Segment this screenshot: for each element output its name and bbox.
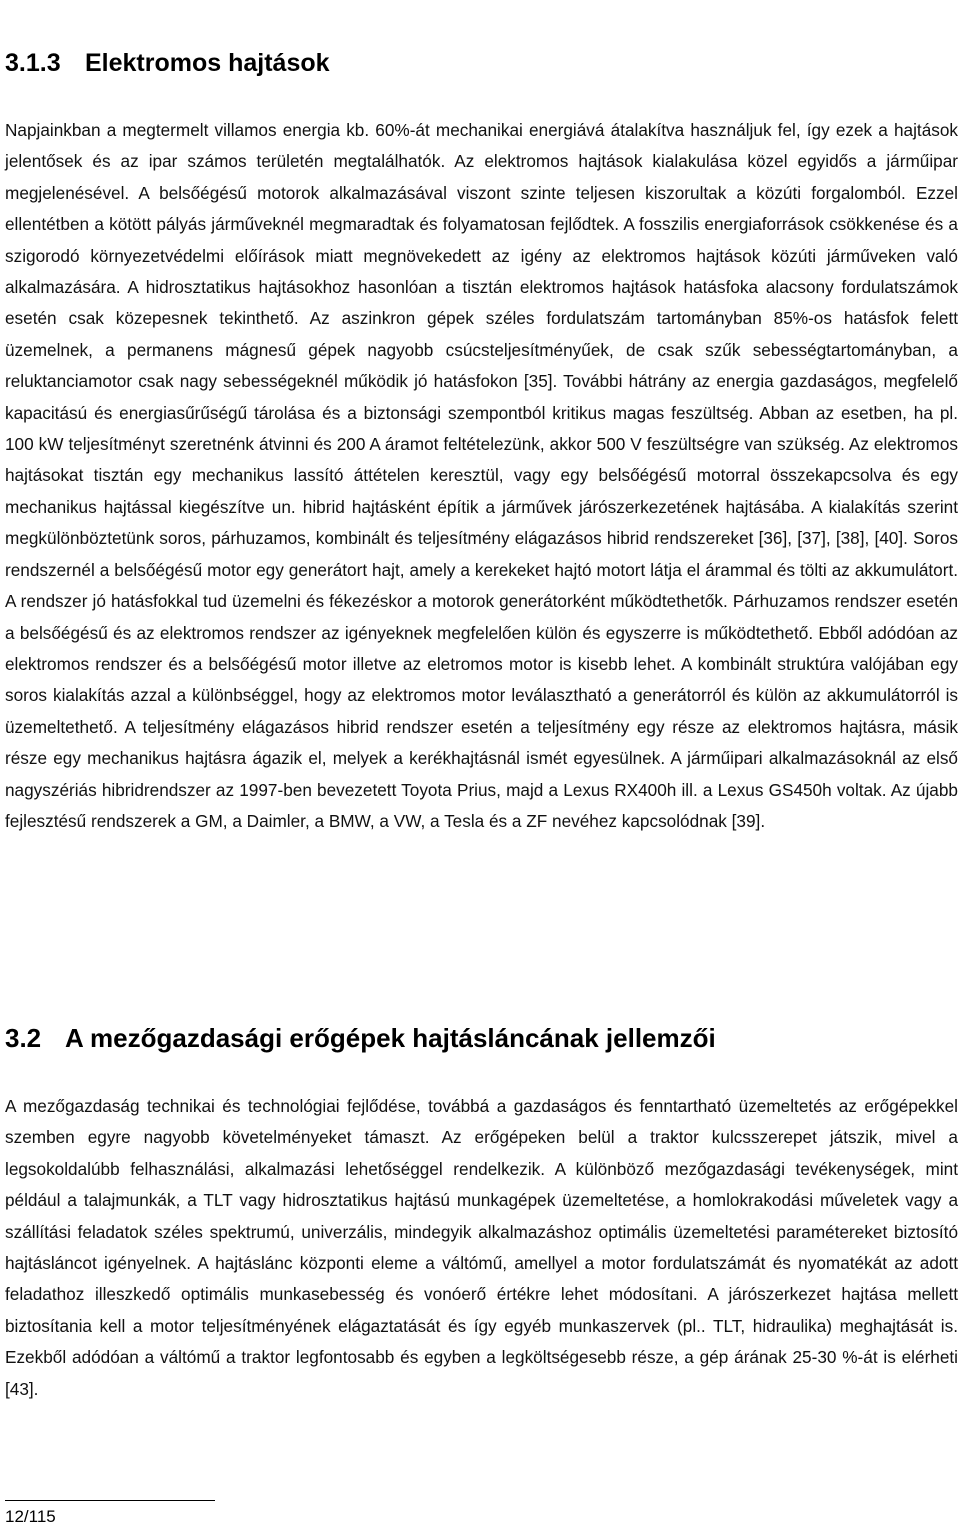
section-title: Elektromos hajtások	[85, 49, 330, 77]
section-title: A mezőgazdasági erőgépek hajtásláncának jellemzői	[65, 1023, 716, 1053]
footer-divider	[5, 1500, 215, 1501]
section-number: 3.1.3	[5, 49, 61, 77]
section-heading-3-2	[5, 1023, 716, 1054]
section-heading-3-1-3	[5, 49, 330, 78]
page-number: 12/115	[5, 1507, 56, 1526]
section-number: 3.2	[5, 1023, 42, 1053]
body-paragraph-electric-drives: Napjainkban a megtermelt villamos energia kb. 60%-át mechanikai energiává átalakítva használjuk fel, így ezek a hajtások jelentősek és az ipar számos területén megtalálhatók. Az elektromos hajtások kialakulása közel egyidős a járműipar megjelenésével. A belsőégésű motorok alkalmazásával viszont szinte teljesen kiszorultak a közúti forgalomból. Ezzel ellentétben a kötött pályás járműveknél megmaradtak és folyamatosan fejlődtek. A fosszilis energiaforrások csökkenése és a szigorodó környezetvédelmi előírások miatt megnövekedett az igény az elektromos hajtások közúti járműveken való alkalmazására. A hidrosztatikus hajtásokhoz hasonlóan a tisztán elektromos hajtások hatásfoka alacsony fordulatszámok esetén csak közepesnek tekinthető. Az aszinkron gépek széles fordulatszám tartományban 85%-os hatásfok felett üzemelnek, a permanens mágnesű gépek nagyobb csúcsteljesítményűek, de csak szűk sebességtartományban, a reluktanciamotor csak nagy sebességeknél működik jó hatásfokon [35]. További hátrány az energia gazdaságos, megfelelő kapacitású és energiasűrűségű tárolása és a biztonsági szempontból kritikus magas feszültség. Abban az esetben, ha pl. 100 kW teljesítményt szeretnénk átvinni és 200 A áramot feltételezünk, akkor 500 V feszültségre van szükség. Az elektromos hajtásokat tisztán egy mechanikus lassító áttételen keresztül, vagy egy belsőégésű motorral összekapcsolva és egy mechanikus hajtással kiegészítve un. hibrid hajtásként építik a járművek járószerkezetének hajtásába. A kialakítás szerint megkülönböztetünk soros, párhuzamos, kombinált és teljesítmény elágazásos hibrid rendszereket [36], [37], [38], [40]. Soros rendszernél a belsőégésű motor egy generátort hajt, amely a kerekeket hajtó motort látja el árammal és tölti az akkumulátort. A rendszer jó hatásfokkal tud üzemelni és fékezéskor a motorok generátorként működtethetők. Párhuzamos rendszer esetén a belsőégésű és az elektromos rendszer az igényeknek megfelelően külön és egyszerre is működtethető. Ebből adódóan az elektromos rendszer és a belsőégésű motor illetve az eletromos motor is kisebb lehet. A kombinált struktúra valójában egy soros kialakítás azzal a különbséggel, hogy az elektromos motor leválasztható a generátorról és külön az akkumulátorról is üzemeltethető. A teljesítmény elágazásos hibrid rendszer esetén a teljesítmény egy része az elektromos hajtásra, másik része egy mechanikus hajtásra ágazik el, melyek a kerékhajtásnál ismét egyesülnek. A járműipari alkalmazásoknál az első nagyszériás hibridrendszer az 1997-ben bevezetett Toyota Prius, majd a Lexus RX400h ill. a Lexus GS450h voltak. Az újabb fejlesztésű rendszerek a GM, a Daimler, a BMW, a VW, a Tesla és a ZF nevéhez kapcsolódnak [39].	[5, 120, 958, 831]
body-paragraph-drivetrain: A mezőgazdaság technikai és technológiai fejlődése, továbbá a gazdaságos és fenntartható üzemeltetés az erőgépekkel szemben egyre nagyobb követelményeket támaszt. Az erőgépeken belül a traktor kulcsszerepet játszik, mivel a legsokoldalúbb felhasználási, alkalmazási lehetőséggel rendelkezik. A különböző mezőgazdasági tevékenységek, mint például a talajmunkák, a TLT vagy hidrosztatikus hajtású munkagépek üzemeltetése, a homlokrakodási műveletek vagy a szállítási feladatok széles spektrumú, univerzális, mindegyik alkalmazáshoz optimális üzemeltetési paramétereket biztosító hajtásláncot igényelnek. A hajtáslánc központi eleme a váltómű, amellyel a motor fordulatszámát és nyomatékát az adott feladathoz illeszkedő optimális munkasebesség és vonóerő értékre lehet módosítani. A járószerkezet hajtása mellett biztosítania kell a motor teljesítményének elágaztatását és így egyéb munkaszervek (pl.. TLT, hidraulika) meghajtását is. Ezekből adódóan a váltómű a traktor legfontosabb és egyben a legköltségesebb része, a gép árának 25-30 %-át is elérheti [43].	[5, 1096, 958, 1399]
